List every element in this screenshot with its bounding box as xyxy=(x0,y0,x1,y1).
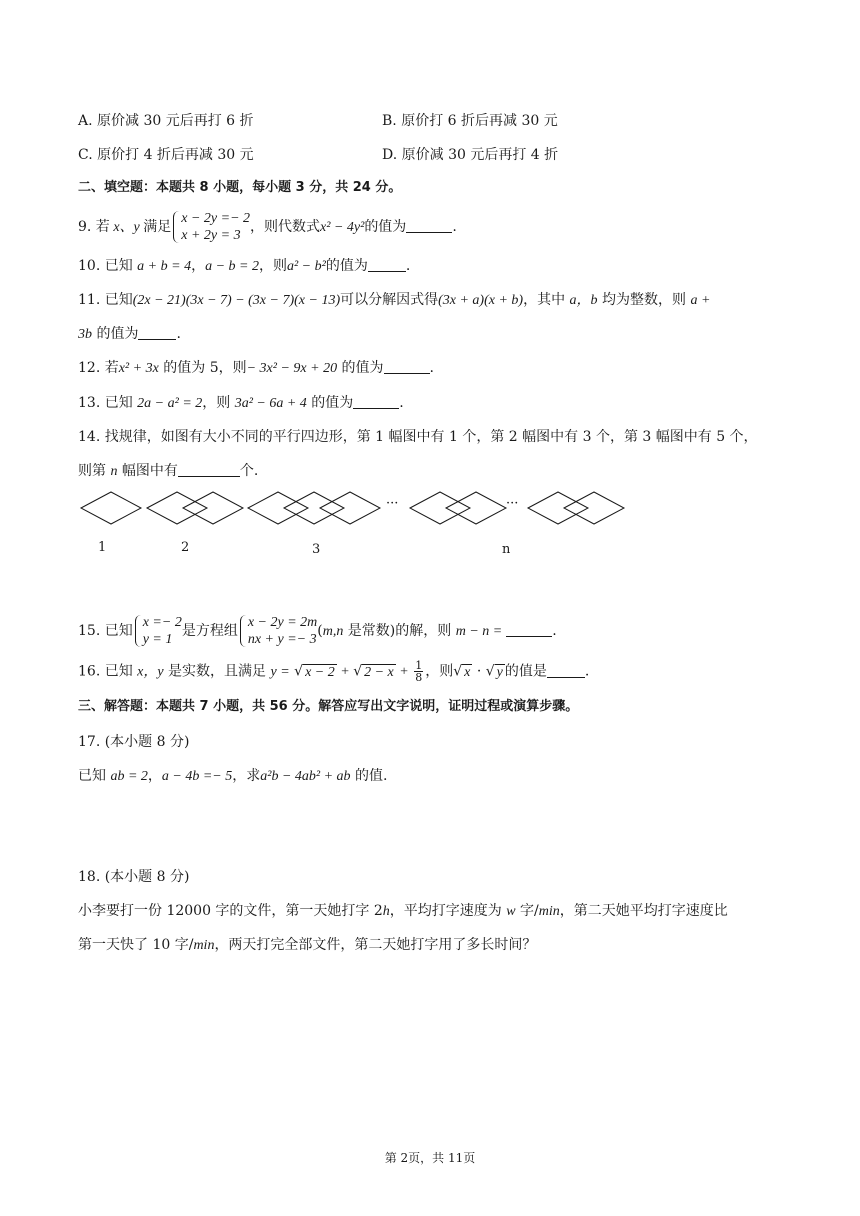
q12-text-2: 的值为 xyxy=(337,360,384,376)
q11-answer-blank[interactable] xyxy=(138,325,176,340)
q16-fraction xyxy=(414,660,423,683)
q16-xy: x，y xyxy=(137,664,164,680)
fig1-rhombus xyxy=(81,492,141,524)
q16-sqrt-x: x xyxy=(464,664,471,680)
q14-answer-blank[interactable] xyxy=(178,462,240,477)
fig2-rhombus-1 xyxy=(147,492,207,524)
q15-text-2: 是常数)的解，则 xyxy=(343,623,456,639)
q12-expr-2: − 3x² − 9x + 20 xyxy=(246,361,338,376)
q15-eq-1: x − 2y = 2m xyxy=(247,615,318,630)
q9-eq-2: x + 2y = 3 xyxy=(181,228,241,243)
q13-expr: 3a² − 6a + 4 xyxy=(234,396,307,411)
q15-equation-system xyxy=(238,614,317,648)
q13-text-1: ，则 xyxy=(202,395,235,411)
q11-expr: (2x − 21)(3x − 7) − (3x − 7)(x − 13) xyxy=(132,293,341,308)
sqrt-sign: √ xyxy=(294,663,304,680)
q9-text-1: 满足 xyxy=(143,219,172,235)
fign-rhombus-2 xyxy=(446,492,506,524)
q11-text-3: 均为整数，则 xyxy=(597,292,691,308)
question-11-line-1 xyxy=(78,290,710,311)
q15-answer-blank[interactable] xyxy=(506,622,552,637)
q15-number: 15. 已知 xyxy=(78,623,133,639)
q16-radicand-2: 2 − x xyxy=(364,664,394,680)
q9-answer-blank[interactable] xyxy=(406,218,452,233)
option-a: A. 原价减 30 元后再打 6 折 xyxy=(78,113,254,129)
parallelogram-pattern-figure xyxy=(78,484,638,557)
q11-text-4: 的值为 xyxy=(92,326,139,342)
q10-end: . xyxy=(405,258,411,274)
question-14-line-2 xyxy=(78,461,258,482)
q16-radicand-1: x − 2 xyxy=(305,664,335,680)
q15-sol-1: x =− 2 xyxy=(142,615,182,630)
q15-sol-2: y = 1 xyxy=(142,632,173,647)
page-footer: 第 2页，共 11页 xyxy=(384,1151,476,1165)
q16-text-3: 的值是 xyxy=(504,663,547,680)
q18-min-1: min xyxy=(538,904,560,919)
q14-text-1: 则第 xyxy=(78,463,111,479)
q16-y-equals: y = xyxy=(270,664,290,680)
q11-number: 11. 已知 xyxy=(78,292,133,308)
q18-min-2: min xyxy=(193,938,215,953)
q18-text-5: 第一天快了 10 字/ xyxy=(78,937,194,953)
q15-paren: ( xyxy=(317,623,323,639)
question-18-line-2 xyxy=(78,935,536,956)
fig-label-3: 3 xyxy=(312,542,321,557)
q18-text-2: ，平均打字速度为 xyxy=(389,903,507,919)
sqrt-sign: √ xyxy=(453,663,463,680)
q18-w: w xyxy=(506,904,516,919)
q11-end: . xyxy=(176,326,181,342)
q14-text-2: 幅图中有 xyxy=(117,463,178,479)
q10-text-2: ，则 xyxy=(258,258,287,274)
q17-expr: a²b − 4ab² + ab xyxy=(260,769,351,784)
q11-3b: 3b xyxy=(78,327,92,342)
q16-frac-num: 1 xyxy=(415,659,423,672)
q11-text-1: 可以分解因式得 xyxy=(340,292,439,308)
q12-end: . xyxy=(429,360,434,376)
q15-text-1: 是方程组 xyxy=(181,623,238,639)
ellipsis-2: ··· xyxy=(506,496,519,511)
q18-text-4: ，第二天她平均打字速度比 xyxy=(559,903,728,919)
q15-end: . xyxy=(552,623,557,639)
q17-cond-2: a − 4b =− 5 xyxy=(161,769,233,784)
section-2-heading: 二、填空题：本题共 8 小题，每小题 3 分，共 24 分。 xyxy=(78,180,402,195)
q15-mn: m,n xyxy=(322,624,344,639)
q10-cond-2: a − b = 2 xyxy=(205,259,259,274)
sqrt-sign: √ xyxy=(353,663,363,680)
q12-number: 12. 若 xyxy=(78,360,119,376)
option-d: D. 原价减 30 元后再打 4 折 xyxy=(382,147,559,163)
parallelogram-pattern-svg xyxy=(78,484,638,534)
question-15 xyxy=(78,614,557,648)
q18-text-6: ，两天打完全部文件，第二天她打字用了多长时间？ xyxy=(214,937,537,953)
question-12 xyxy=(78,358,434,379)
fig2-rhombus-2 xyxy=(183,492,243,524)
q12-answer-blank[interactable] xyxy=(384,359,430,374)
option-c: C. 原价打 4 折后再减 30 元 xyxy=(78,147,254,163)
q16-sqrt-y: y xyxy=(496,664,503,680)
q16-text-1: 是实数，且满足 xyxy=(163,663,271,680)
q16-end: . xyxy=(584,663,590,680)
q11-tail: a + xyxy=(690,293,711,308)
q10-text-1: ， xyxy=(191,258,206,274)
q17-text-2: ， xyxy=(147,768,162,784)
q18-h: h xyxy=(382,904,390,919)
q9-expr: x² − 4y² xyxy=(320,220,365,235)
q10-answer-blank[interactable] xyxy=(368,257,406,272)
question-18-title: 18. (本小题 8 分) xyxy=(78,869,190,885)
q13-number: 13. 已知 xyxy=(78,395,138,411)
q18-text-1: 小李要打一份 12000 字的文件，第一天她打字 2 xyxy=(78,903,383,919)
fign-rhombus-1 xyxy=(410,492,470,524)
question-10 xyxy=(78,256,410,277)
q17-cond-1: ab = 2 xyxy=(110,769,148,784)
fign-rhombus-3 xyxy=(528,492,588,524)
q15-expr: m − n = xyxy=(455,624,503,639)
q13-end: . xyxy=(399,395,404,411)
fig-label-1: 1 xyxy=(98,540,107,555)
q14-n: n xyxy=(110,464,118,479)
section-3-heading: 三、解答题：本题共 7 小题，共 56 分。解答应写出文字说明，证明过程或演算步骤。 xyxy=(78,699,579,714)
q14-text-3: 个. xyxy=(239,463,259,479)
question-17-title: 17. (本小题 8 分) xyxy=(78,734,190,750)
q9-system xyxy=(171,210,250,244)
q16-frac-den: 8 xyxy=(415,671,423,684)
q18-text-3: 字/ xyxy=(515,903,539,919)
fig3-rhombus-3 xyxy=(320,492,380,524)
q16-number: 16. 已知 xyxy=(78,663,138,680)
q9-vars: x、y xyxy=(109,220,144,235)
q17-text-4: 的值. xyxy=(350,768,388,784)
q15-eq-2: nx + y =− 3 xyxy=(247,632,317,647)
option-b: B. 原价打 6 折后再减 30 元 xyxy=(382,113,558,129)
q11-text-2: ，其中 xyxy=(523,292,570,308)
question-17-body xyxy=(78,766,387,787)
q11-ab: a，b xyxy=(569,293,598,308)
q10-number: 10. 已知 xyxy=(78,258,138,274)
q9-text-3: 的值为 xyxy=(364,219,407,235)
q12-text-1: 的值为 5，则 xyxy=(158,360,247,376)
question-11-line-2 xyxy=(78,324,181,345)
q16-text-2: ，则 xyxy=(425,663,454,680)
question-9 xyxy=(78,210,457,244)
fig-label-2: 2 xyxy=(181,540,190,555)
q10-cond-1: a + b = 4 xyxy=(137,259,192,274)
question-14-line-1: 14. 找规律，如图有大小不同的平行四边形，第 1 幅图中有 1 个，第 2 幅图中有 3 个，第 3 幅图中有 5 个， xyxy=(78,429,758,445)
q17-text-1: 已知 xyxy=(78,768,111,784)
q10-expr: a² − b² xyxy=(286,259,326,274)
q9-number: 9. 若 xyxy=(78,219,110,235)
question-18-line-1 xyxy=(78,901,728,922)
q16-dot: · xyxy=(472,663,486,680)
q9-text-2: ，则代数式 xyxy=(250,219,321,235)
q10-text-3: 的值为 xyxy=(325,258,368,274)
q16-plus-1: + xyxy=(336,664,354,680)
fig3-rhombus-2 xyxy=(284,492,344,524)
q15-solution-system xyxy=(133,614,182,648)
q13-text-2: 的值为 xyxy=(306,395,354,411)
question-16 xyxy=(78,660,589,683)
fign-rhombus-4 xyxy=(564,492,624,524)
q9-end: . xyxy=(452,219,457,235)
q11-factor: (3x + a)(x + b) xyxy=(438,293,524,308)
ellipsis-1: ··· xyxy=(386,496,399,511)
q16-answer-blank[interactable] xyxy=(547,663,585,678)
q16-plus-2: + xyxy=(395,664,413,680)
q13-answer-blank[interactable] xyxy=(353,394,399,409)
q17-text-3: ，求 xyxy=(232,768,261,784)
question-13 xyxy=(78,393,404,414)
q9-eq-1: x − 2y =− 2 xyxy=(181,211,251,226)
fig3-rhombus-1 xyxy=(248,492,308,524)
q12-expr: x² + 3x xyxy=(118,361,159,376)
sqrt-sign: √ xyxy=(485,663,495,680)
fig-label-n: n xyxy=(502,542,511,557)
q13-cond: 2a − a² = 2 xyxy=(137,396,203,411)
